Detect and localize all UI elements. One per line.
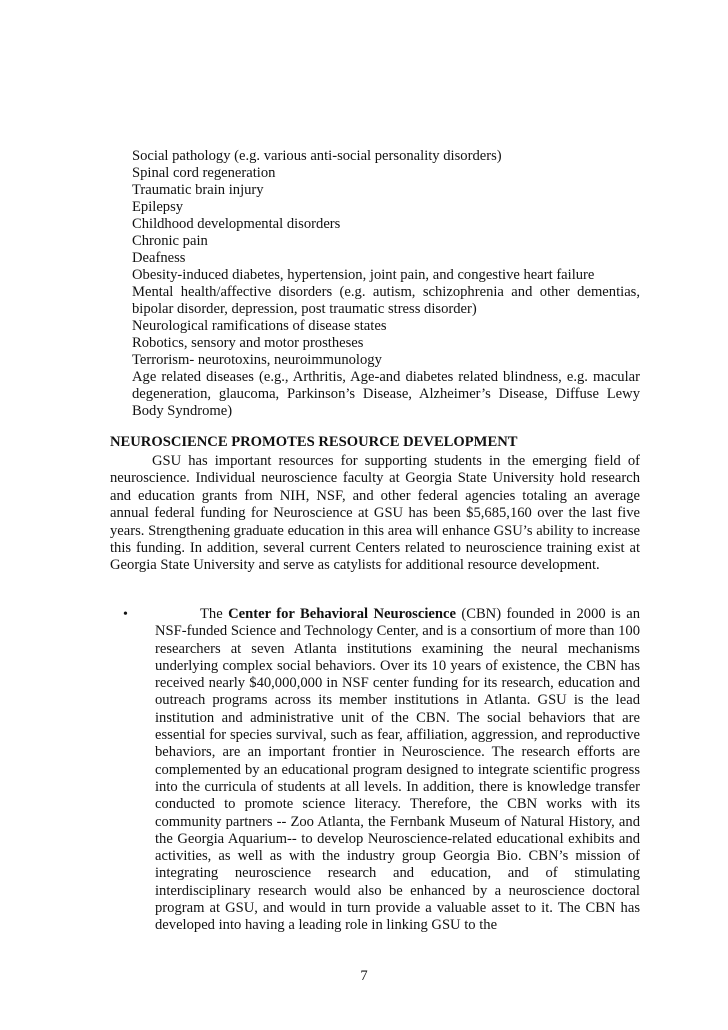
research-topics-list [132,148,640,420]
page-number: 7 [360,968,368,984]
section-heading: NEUROSCIENCE PROMOTES RESOURCE DEVELOPMENT [110,434,518,450]
bullet-body: (CBN) founded in 2000 is an NSF-funded Science and Technology Center, and is a consortium of more than 100 researchers at seven Atlanta institutions examining the neural mechanisms underlying complex social behaviors. Over its 10 years of existence, the CBN has received nearly $40,000,000 in NSF center funding for its research, education and outreach programs across its member institutions in Atlanta. GSU is the lead institution and administrative unit of the CBN. The social behaviors that are essential for species survival, such as fear, affiliation, aggression, and reproductive behaviors, are an important frontier in Neuroscience. The research efforts are complemented by an educational program designed to integrate scientific progress into the curricula of students at all levels. In addition, there is knowledge transfer conducted to promote science literacy. Therefore, the CBN works with its community partners -- Zoo Atlanta, the Fernbank Museum of Natural History, and the Georgia Aquarium-- to develop Neuroscience-related educational exhibits and activities, as well as with the industry group Georgia Bio. CBN’s mission of integrating neuroscience research and education, and of stimulating interdisciplinary research would also be enhanced by a neuroscience doctoral program at GSU, and would in turn provide a valuable asset to it. The CBN has developed into having a leading role in linking GSU to the [155,606,640,934]
list-item: Neurological ramifications of disease states [132,318,387,334]
bullet-icon: • [123,607,128,622]
list-item: Mental health/affective disorders (e.g. autism, schizophrenia and other dementias, bipolar disorder, depression, post traumatic stress disorder) [132,284,640,317]
bullet-bold-term: Center for Behavioral Neuroscience [228,606,456,622]
list-item: Robotics, sensory and motor prostheses [132,335,364,351]
bullet-text [155,606,640,935]
section-paragraph: GSU has important resources for supporting students in the emerging field of neuroscience. Individual neuroscience faculty at Georgia State University hold research and education grants from NIH, NSF, and other federal agencies totaling an average annual federal funding for Neuroscience at GSU has been $5,685,160 over the last five years. Strengthening graduate education in this area will enhance GSU’s ability to increase this funding. In addition, several current Centers related to neuroscience training exist at Georgia State University and serve as catylists for additional resource development. [110,453,640,574]
list-item: Childhood developmental disorders [132,216,341,232]
bullet-intro: The [200,606,223,622]
list-item: Spinal cord regeneration [132,165,276,181]
bullet-item-cbn [110,606,640,935]
list-item: Social pathology (e.g. various anti-social personality disorders) [132,148,502,164]
list-item: Chronic pain [132,233,208,249]
list-item: Age related diseases (e.g., Arthritis, Age-and diabetes related blindness, e.g. macular degeneration, glaucoma, Parkinson’s Disease, Alzheimer’s Disease, Diffuse Lewy Body Syndrome) [132,369,640,419]
list-item: Traumatic brain injury [132,182,264,198]
list-item: Deafness [132,250,186,266]
list-item: Terrorism- neurotoxins, neuroimmunology [132,352,382,368]
list-item: Epilepsy [132,199,184,215]
list-item: Obesity-induced diabetes, hypertension, joint pain, and congestive heart failure [132,267,595,283]
